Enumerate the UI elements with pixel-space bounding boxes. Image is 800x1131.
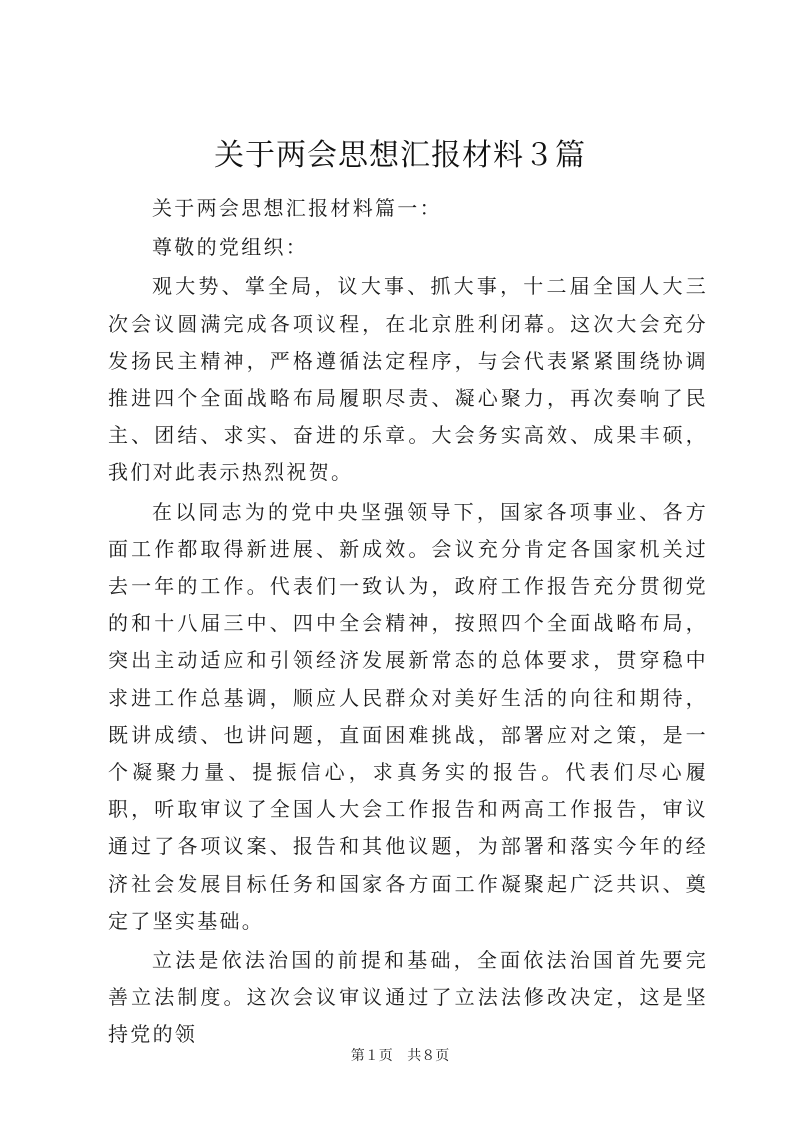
- document-body: [108, 190, 708, 1054]
- page-footer: [0, 1046, 800, 1066]
- body-paragraph-1: 观大势、掌全局，议大事、抓大事，十二届全国人大三次会议圆满完成各项议程，在北京胜利闭幕。这次大会充分发扬民主精神，严格遵循法定程序，与会代表紧紧围绕协调推进四个全面战略布局履职尽责、凝心聚力，再次奏响了民主、团结、求实、奋进的乐章。大会务实高效、成果丰硕，我们对此表示热烈祝贺。: [108, 274, 708, 485]
- page-total: 共８页: [407, 1048, 450, 1064]
- body-paragraph-2: 在以同志为的党中央坚强领导下，国家各项事业、各方面工作都取得新进展、新成效。会议充分肯定各国家机关过去一年的工作。代表们一致认为，政府工作报告充分贯彻党的和十八届三中、四中全会精神，按照四个全面战略布局，突出主动适应和引领经济发展新常态的总体要求，贯穿稳中求进工作总基调，顺应人民群众对美好生活的向往和期待，既讲成绩、也讲问题，直面困难挑战，部署应对之策，是一个凝聚力量、提振信心，求真务实的报告。代表们尽心履职，听取审议了全国人大会工作报告和两高工作报告，审议通过了各项议案、报告和其他议题，为部署和落实今年的经济社会发展目标任务和国家各方面工作凝聚起广泛共识、奠定了坚实基础。: [108, 499, 708, 933]
- document-title: 关于两会思想汇报材料３篇: [214, 138, 586, 173]
- section-heading: 关于两会思想汇报材料篇一：: [152, 196, 442, 220]
- salutation: 尊敬的党组织：: [152, 235, 309, 260]
- body-paragraph-3: 立法是依法治国的前提和基础，全面依法治国首先要完善立法制度。这次会议审议通过了立法法修改决定，这是坚持党的领: [108, 948, 708, 1047]
- page-number: 第１页: [350, 1048, 393, 1064]
